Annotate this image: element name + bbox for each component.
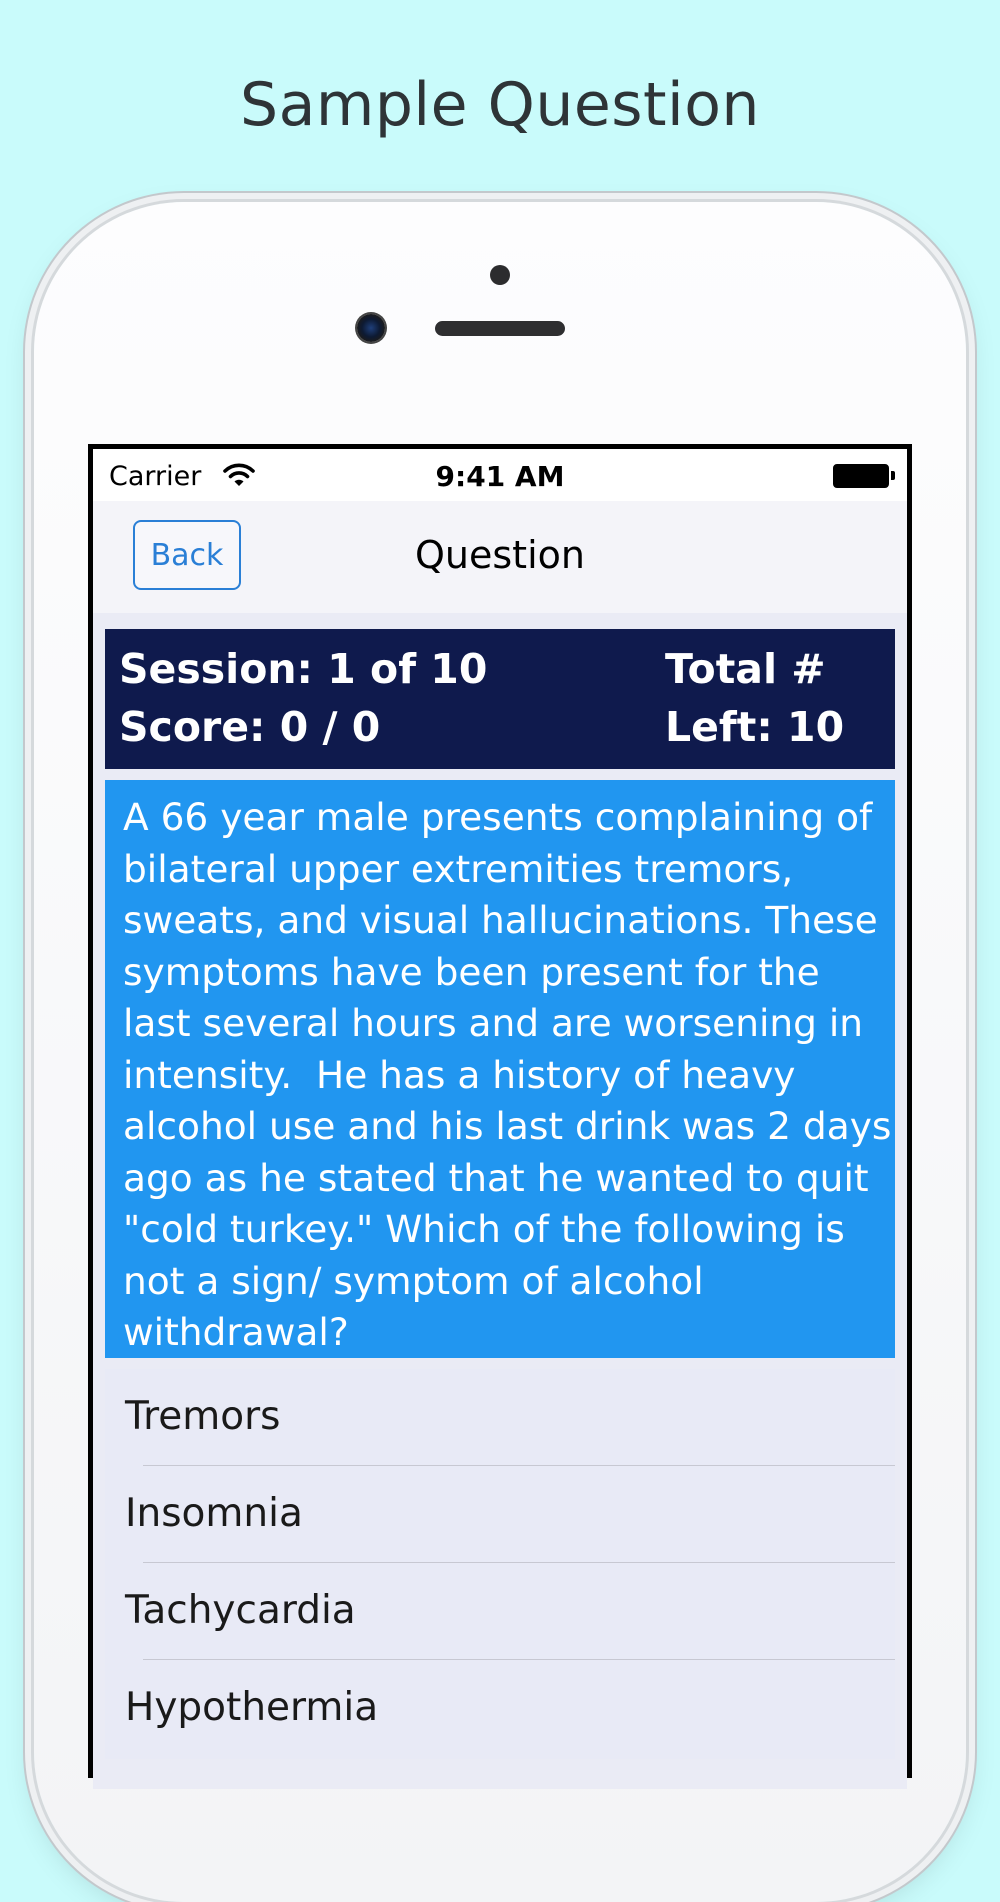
proximity-sensor <box>490 265 510 285</box>
power-button <box>966 616 976 758</box>
stats-right-column <box>665 640 844 756</box>
carrier-label: Carrier <box>109 461 202 492</box>
status-time: 9:41 AM <box>435 460 565 493</box>
question-text: A 66 year male presents complaining of bilateral upper extremities tremors, sweats, and visual hallucinations. These symptoms have been present for the last several hours and are worsening in intensity. He has a history of heavy alcohol use and his last drink was 2 days ago as he stated that he wanted to quit "cold turkey." Which of the following is not a sign/ symptom of alcohol withdrawal? <box>123 795 904 1354</box>
answer-label: Tachycardia <box>125 1588 356 1633</box>
earpiece-speaker <box>435 321 565 336</box>
phone-screen <box>88 444 912 1778</box>
status-bar <box>93 449 907 501</box>
navigation-bar <box>93 501 907 613</box>
battery-icon <box>833 464 895 488</box>
session-counter: Session: 1 of 10 <box>119 645 488 693</box>
answer-option-hypothermia[interactable] <box>105 1660 895 1757</box>
answer-label: Hypothermia <box>125 1685 379 1730</box>
answer-list <box>105 1369 895 1759</box>
page-heading: Sample Question <box>240 70 760 140</box>
answer-label: Tremors <box>125 1394 281 1439</box>
back-button[interactable]: Back <box>133 520 241 590</box>
app-view <box>93 449 907 1789</box>
answer-option-insomnia[interactable] <box>105 1466 895 1563</box>
answer-option-tremors[interactable] <box>105 1369 895 1466</box>
total-label: Total # <box>665 645 826 693</box>
questions-left: Left: 10 <box>665 703 845 751</box>
stats-left-column <box>119 640 487 756</box>
session-stats-panel <box>105 629 895 769</box>
answer-option-tachycardia[interactable] <box>105 1563 895 1660</box>
question-panel[interactable] <box>105 780 904 1358</box>
nav-title: Question <box>415 533 585 577</box>
front-camera <box>357 314 385 342</box>
answer-label: Insomnia <box>125 1491 303 1536</box>
score-counter: Score: 0 / 0 <box>119 703 381 751</box>
